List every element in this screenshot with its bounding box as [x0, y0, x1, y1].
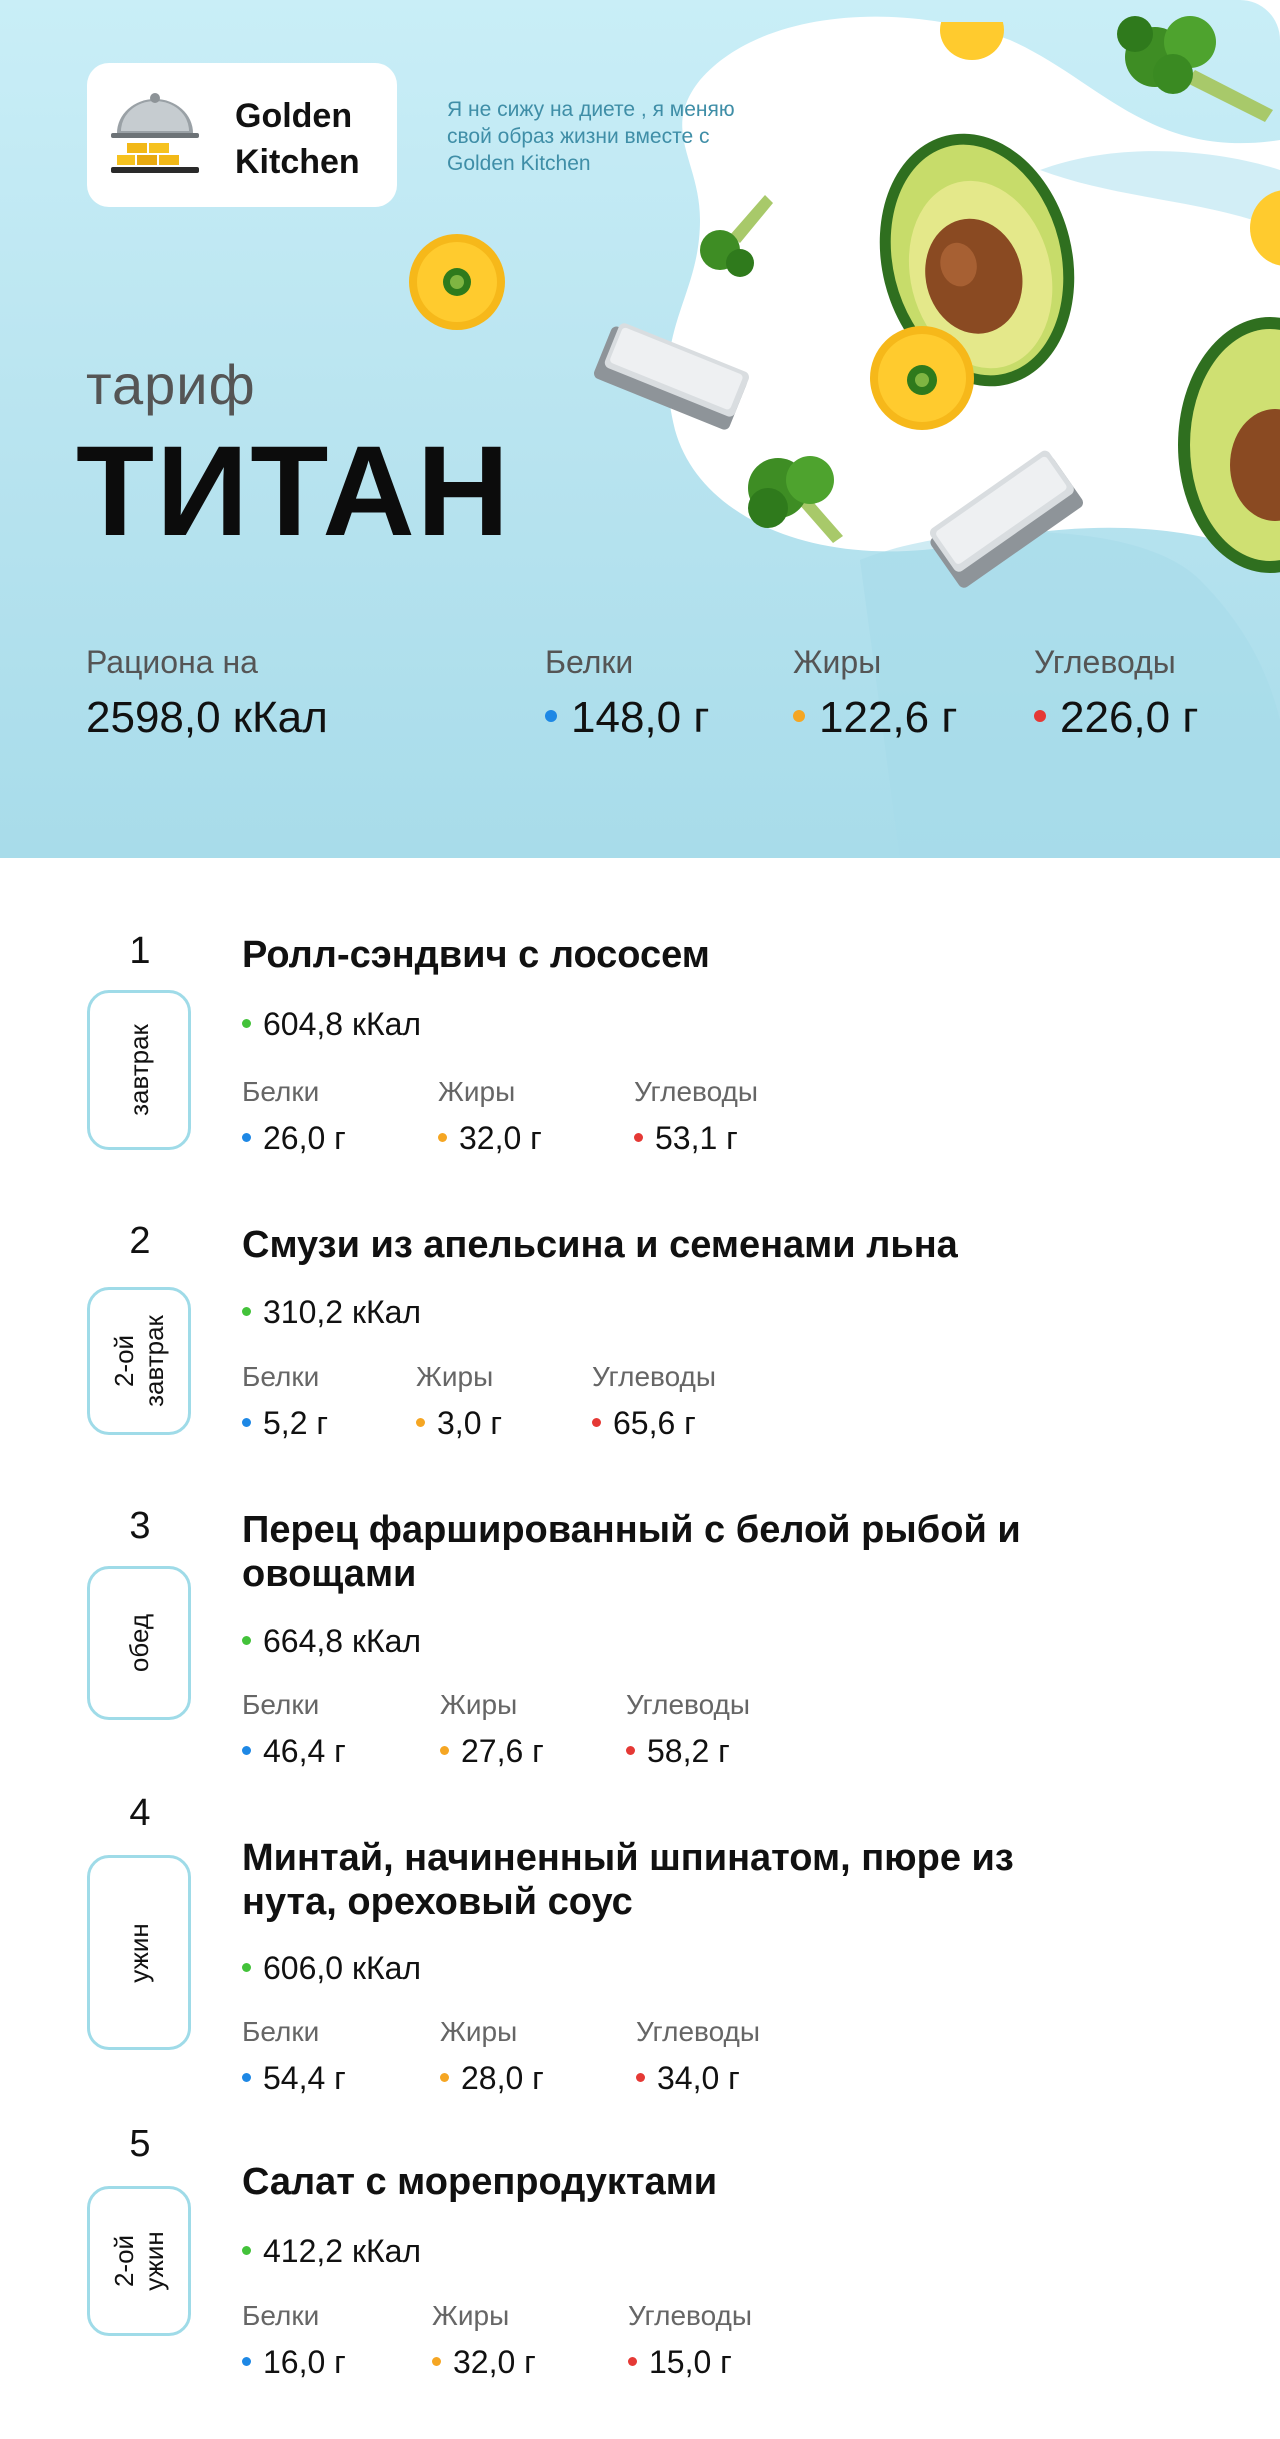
meal-tag-label: ужин — [123, 1922, 154, 1983]
protein-dot-icon — [242, 1418, 251, 1427]
meal-protein — [242, 2300, 346, 2381]
titanium-bar-icon-2 — [915, 445, 1095, 595]
fat-dot-icon — [432, 2357, 441, 2366]
carbs-dot-icon — [636, 2073, 645, 2082]
kcal-dot-icon — [242, 1636, 251, 1645]
fat-dot-icon — [438, 1133, 447, 1142]
protein-dot-icon — [242, 2073, 251, 2082]
fat-value: 28,0 г — [461, 2060, 544, 2096]
yellow-pepper-icon — [405, 228, 510, 333]
protein-label: Белки — [242, 2300, 320, 2331]
meal-kcal-value: 310,2 кКал — [263, 1294, 422, 1330]
yellow-pepper-icon-3 — [1248, 188, 1280, 268]
fat-dot-icon — [793, 710, 805, 722]
brand-name-line2: Kitchen — [235, 143, 360, 181]
protein-value: 16,0 г — [263, 2344, 346, 2380]
meal-number: 3 — [129, 1505, 151, 1547]
carbs-label: Углеводы — [592, 1361, 717, 1392]
carbs-label: Углеводы — [636, 2016, 761, 2047]
meal-tag-label: завтрак — [123, 1024, 154, 1116]
carbs-label: Углеводы — [1034, 644, 1176, 680]
meal-kcal — [242, 1623, 421, 1660]
broccoli-small-icon — [695, 175, 780, 280]
protein-value: 5,2 г — [263, 1405, 329, 1441]
yellow-pepper-icon-2 — [866, 322, 978, 434]
kcal-dot-icon — [242, 1307, 251, 1316]
meal-fat — [438, 1076, 542, 1157]
tariff-name: ТИТАН — [76, 420, 512, 563]
carbs-dot-icon — [628, 2357, 637, 2366]
meal-kcal-value: 664,8 кКал — [263, 1623, 422, 1659]
fat-dot-icon — [440, 2073, 449, 2082]
fat-label: Жиры — [416, 1361, 494, 1392]
carbs-stat — [1034, 644, 1198, 743]
meal-title: Минтай, начиненный шпинатом, пюре из нута, ореховый соус — [242, 1837, 1014, 1923]
protein-dot-icon — [242, 1133, 251, 1142]
brand-name — [235, 93, 360, 185]
brand-name-line1: Golden — [235, 97, 353, 135]
protein-stat — [545, 644, 709, 743]
tariff-label: тариф — [86, 353, 256, 416]
protein-value: 46,4 г — [263, 1733, 346, 1769]
protein-value: 26,0 г — [263, 1120, 346, 1156]
broccoli-mid-icon — [738, 448, 858, 548]
protein-label: Белки — [242, 1076, 320, 1107]
protein-label: Белки — [242, 2016, 320, 2047]
kcal-dot-icon — [242, 1963, 251, 1972]
carbs-value: 34,0 г — [657, 2060, 740, 2096]
carbs-dot-icon — [634, 1133, 643, 1142]
meal-title: Ролл-сэндвич с лососем — [242, 934, 710, 976]
meal-fat — [440, 2016, 544, 2097]
cloche-gold-bars-icon — [105, 85, 205, 185]
kcal-dot-icon — [242, 2246, 251, 2255]
meal-carbs — [626, 1689, 750, 1770]
kcal-dot-icon — [242, 1019, 251, 1028]
meal-title: Смузи из апельсина и семенами льна — [242, 1224, 958, 1266]
carbs-value: 58,2 г — [647, 1733, 730, 1769]
carbs-value: 226,0 г — [1060, 693, 1199, 742]
fat-value: 122,6 г — [819, 693, 958, 742]
fat-dot-icon — [440, 1746, 449, 1755]
meal-carbs — [634, 1076, 758, 1157]
carbs-value: 65,6 г — [613, 1405, 696, 1441]
meal-fat — [432, 2300, 536, 2381]
protein-dot-icon — [242, 2357, 251, 2366]
meal-fat — [416, 1361, 502, 1442]
fat-value: 27,6 г — [461, 1733, 544, 1769]
fat-value: 3,0 г — [437, 1405, 503, 1441]
fat-dot-icon — [416, 1418, 425, 1427]
protein-dot-icon — [545, 710, 557, 722]
fat-value: 32,0 г — [453, 2344, 536, 2380]
hero-banner — [0, 0, 1280, 858]
meal-tag — [87, 1287, 191, 1435]
meal-kcal — [242, 1950, 421, 1987]
meal-tag — [87, 2186, 191, 2336]
protein-dot-icon — [242, 1746, 251, 1755]
broccoli-top-icon — [1115, 12, 1280, 147]
carbs-label: Углеводы — [634, 1076, 759, 1107]
meal-tag-label: обед — [124, 1613, 154, 1673]
yellow-pepper-icon-4 — [940, 22, 1005, 64]
meal-protein — [242, 1361, 328, 1442]
meal-protein — [242, 1689, 346, 1770]
meal-tag — [87, 1855, 191, 2050]
protein-label: Белки — [545, 644, 634, 680]
fat-label: Жиры — [438, 1076, 516, 1107]
ration-stat — [86, 644, 328, 743]
meal-number: 4 — [129, 1792, 151, 1834]
carbs-dot-icon — [592, 1418, 601, 1427]
meal-carbs — [592, 1361, 716, 1442]
meal-number: 1 — [129, 930, 151, 972]
fat-label: Жиры — [793, 644, 882, 680]
fat-label: Жиры — [440, 2016, 518, 2047]
brand-logo-card[interactable] — [87, 63, 397, 207]
meal-protein — [242, 2016, 346, 2097]
fat-label: Жиры — [432, 2300, 510, 2331]
meal-kcal-value: 606,0 кКал — [263, 1950, 422, 1986]
meal-tag-label: 2-ой ужин — [108, 2231, 169, 2291]
meal-kcal-value: 412,2 кКал — [263, 2233, 422, 2269]
protein-label: Белки — [242, 1361, 320, 1392]
ration-value: 2598,0 кКал — [86, 693, 328, 742]
carbs-label: Углеводы — [626, 1689, 751, 1720]
carbs-label: Углеводы — [628, 2300, 753, 2331]
fat-label: Жиры — [440, 1689, 518, 1720]
meal-kcal — [242, 1294, 421, 1331]
meal-tag-label: 2-ой завтрак — [108, 1315, 169, 1407]
fat-value: 32,0 г — [459, 1120, 542, 1156]
meal-tag — [87, 990, 191, 1150]
meal-kcal — [242, 2233, 421, 2270]
slogan-text: Я не сижу на диете , я меняю свой образ жизни вместе с Golden Kitchen — [447, 98, 735, 175]
titanium-bar-icon — [585, 322, 755, 437]
meal-carbs — [628, 2300, 752, 2381]
carbs-value: 15,0 г — [649, 2344, 732, 2380]
meal-kcal — [242, 1006, 421, 1043]
meal-number: 5 — [129, 2123, 151, 2165]
ration-label: Рациона на — [86, 644, 258, 680]
avocado-half-icon — [1175, 315, 1280, 575]
protein-value: 54,4 г — [263, 2060, 346, 2096]
meal-title: Перец фаршированный с белой рыбой и овощами — [242, 1509, 1021, 1595]
protein-value: 148,0 г — [571, 693, 710, 742]
meal-carbs — [636, 2016, 760, 2097]
meal-title: Салат с морепродуктами — [242, 2161, 718, 2203]
carbs-dot-icon — [626, 1746, 635, 1755]
meal-fat — [440, 1689, 544, 1770]
meal-tag — [87, 1566, 191, 1720]
meal-number: 2 — [129, 1220, 151, 1262]
meal-kcal-value: 604,8 кКал — [263, 1006, 422, 1042]
carbs-dot-icon — [1034, 710, 1046, 722]
fat-stat — [793, 644, 957, 743]
carbs-value: 53,1 г — [655, 1120, 738, 1156]
meal-protein — [242, 1076, 346, 1157]
protein-label: Белки — [242, 1689, 320, 1720]
